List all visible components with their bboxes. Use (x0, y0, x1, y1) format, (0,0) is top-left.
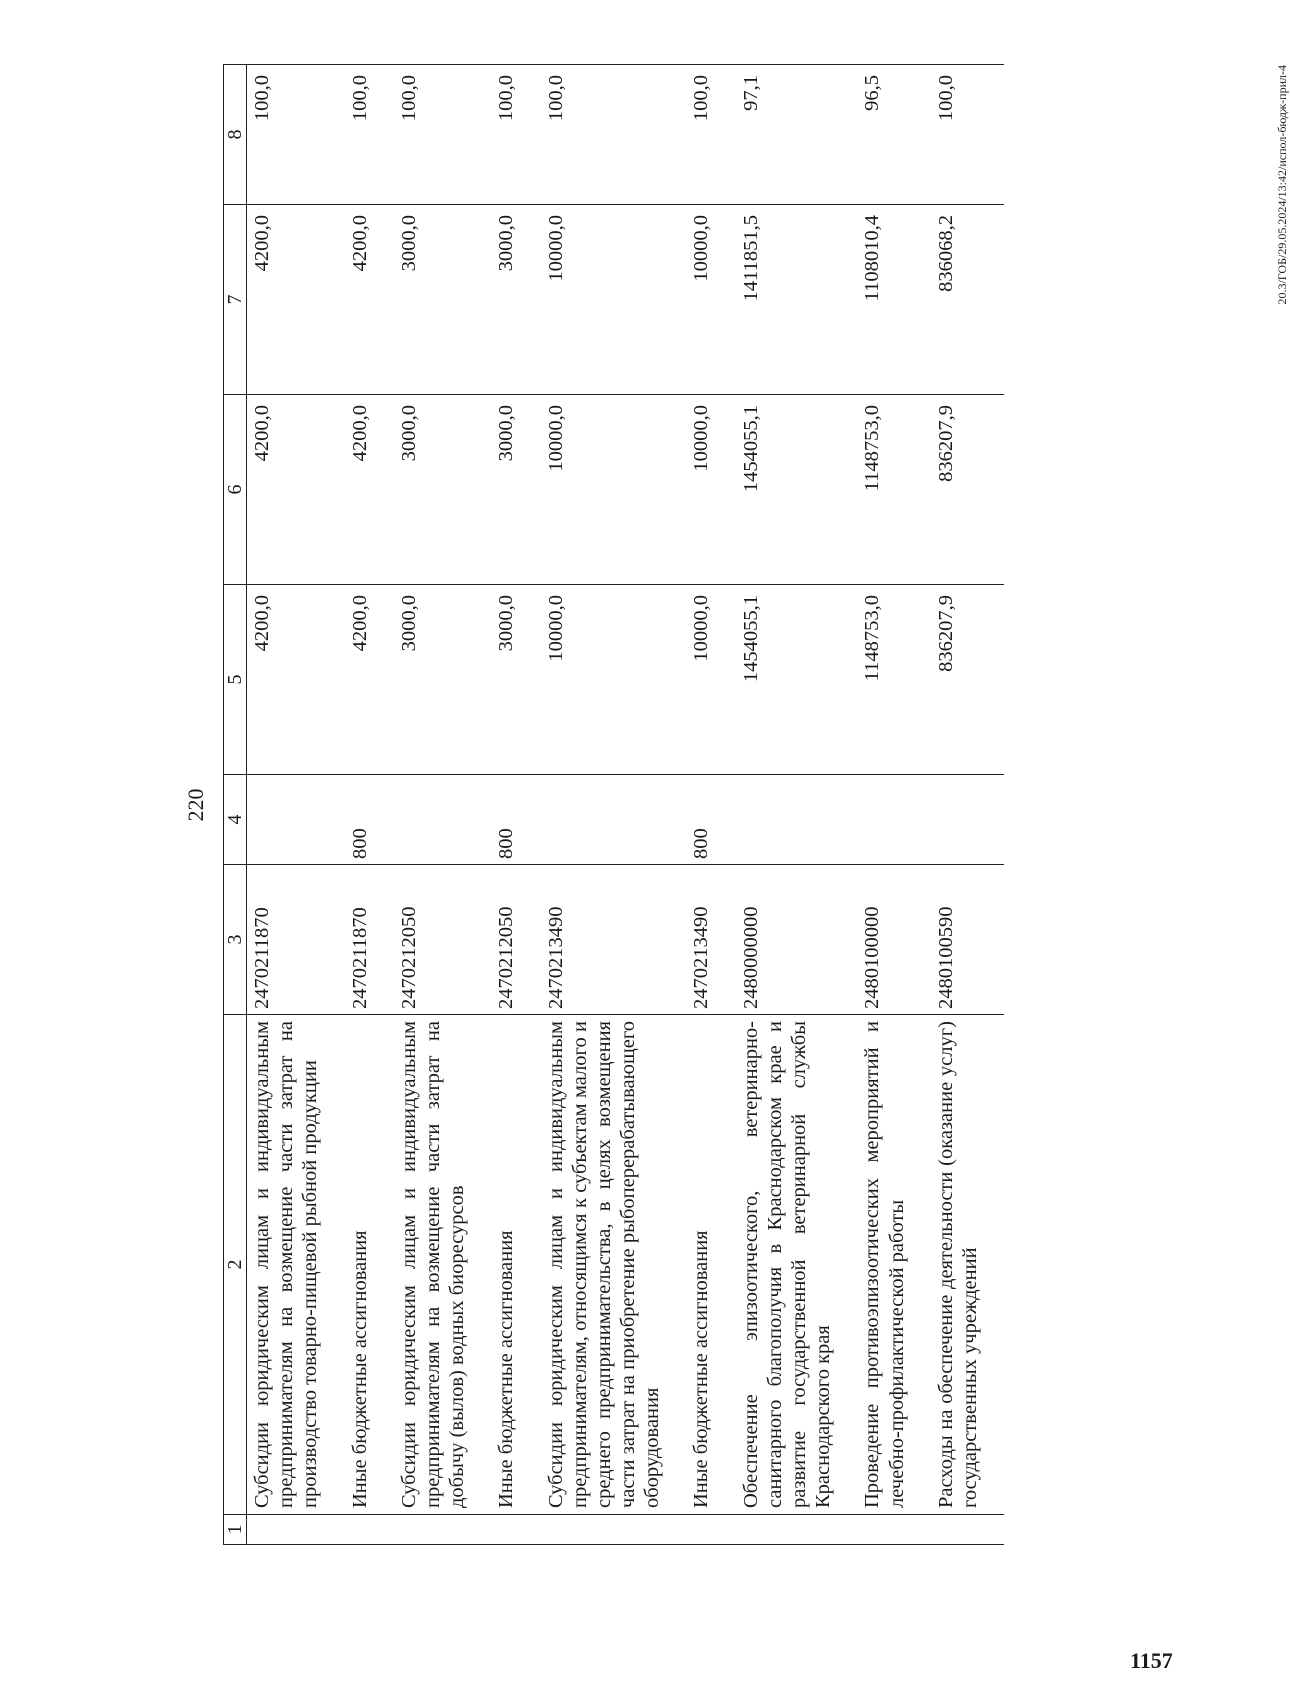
row-value-7: 10000,0 (686, 205, 735, 395)
row-type-cell: 800 (345, 775, 394, 865)
row-value-8: 96,5 (857, 65, 930, 205)
row-number-cell (491, 1515, 540, 1545)
row-type-cell (857, 775, 930, 865)
row-number-cell (541, 1515, 687, 1545)
row-type-cell (736, 775, 858, 865)
budget-table (223, 64, 1004, 1545)
row-value-5: 4200,0 (247, 585, 345, 775)
row-value-6: 4200,0 (247, 395, 345, 585)
row-value-5: 10000,0 (686, 585, 735, 775)
row-value-7: 4200,0 (247, 205, 345, 395)
row-type-cell (541, 775, 687, 865)
column-header: 3 (224, 865, 247, 1015)
table-header-row (224, 65, 247, 1545)
row-value-6: 3000,0 (394, 395, 492, 585)
row-number-cell (247, 1515, 345, 1545)
rotated-content (175, 65, 1289, 1545)
row-code-cell: 2470213490 (541, 865, 687, 1015)
row-number-cell (931, 1515, 1004, 1545)
table-row (857, 65, 930, 1545)
table-row (931, 65, 1004, 1545)
row-name-cell: Иные бюджетные ассигнования (491, 1015, 540, 1515)
row-value-5: 3000,0 (394, 585, 492, 775)
row-value-5: 1454055,1 (736, 585, 858, 775)
row-name-cell: Иные бюджетные ассигнования (345, 1015, 394, 1515)
row-name-cell: Иные бюджетные ассигнования (686, 1015, 735, 1515)
row-value-6: 10000,0 (686, 395, 735, 585)
row-number-cell (736, 1515, 858, 1545)
row-code-cell: 2470212050 (491, 865, 540, 1015)
row-value-5: 1148753,0 (857, 585, 930, 775)
row-value-7: 3000,0 (394, 205, 492, 395)
row-value-7: 1411851,5 (736, 205, 858, 395)
row-value-7: 1108010,4 (857, 205, 930, 395)
row-code-cell: 2470211870 (247, 865, 345, 1015)
row-type-cell (247, 775, 345, 865)
row-code-cell: 2470211870 (345, 865, 394, 1015)
row-value-8: 100,0 (491, 65, 540, 205)
row-number-cell (394, 1515, 492, 1545)
row-value-8: 100,0 (931, 65, 1004, 205)
row-value-5: 4200,0 (345, 585, 394, 775)
row-type-cell (931, 775, 1004, 865)
row-type-cell: 800 (686, 775, 735, 865)
row-type-cell: 800 (491, 775, 540, 865)
row-value-6: 10000,0 (541, 395, 687, 585)
row-value-6: 3000,0 (491, 395, 540, 585)
row-number-cell (686, 1515, 735, 1545)
column-header: 6 (224, 395, 247, 585)
row-type-cell (394, 775, 492, 865)
row-value-8: 100,0 (247, 65, 345, 205)
row-name-cell: Субсидии юридическим лицам и индивидуальным предпринимателям на возмещение части затрат на добычу (вылов) водных биоресурсов (394, 1015, 492, 1515)
table-row (491, 65, 540, 1545)
column-header: 4 (224, 775, 247, 865)
row-value-5: 836207,9 (931, 585, 1004, 775)
table-row (247, 65, 345, 1545)
row-code-cell: 2480100590 (931, 865, 1004, 1015)
row-name-cell: Расходы на обеспечение деятельности (оказание услуг) государственных учреждений (931, 1015, 1004, 1515)
row-name-cell: Субсидии юридическим лицам и индивидуальным предпринимателям на возмещение части затрат на производство товарно-пищевой рыбной продукции (247, 1015, 345, 1515)
column-header: 8 (224, 65, 247, 205)
row-code-cell: 2480000000 (736, 865, 858, 1015)
row-value-7: 836068,2 (931, 205, 1004, 395)
row-value-8: 100,0 (686, 65, 735, 205)
row-value-5: 3000,0 (491, 585, 540, 775)
table-row (345, 65, 394, 1545)
row-value-6: 1454055,1 (736, 395, 858, 585)
row-value-7: 3000,0 (491, 205, 540, 395)
column-header: 1 (224, 1515, 247, 1545)
column-header: 7 (224, 205, 247, 395)
row-value-8: 100,0 (394, 65, 492, 205)
table-row (736, 65, 858, 1545)
page-number: 220 (183, 788, 208, 822)
row-code-cell: 2470213490 (686, 865, 735, 1015)
row-value-7: 10000,0 (541, 205, 687, 395)
footer-code: 20.3/ГОБ/29.05.2024/13:42/испол-бюдж-прил-4 (1275, 65, 1289, 305)
row-code-cell: 2470212050 (394, 865, 492, 1015)
column-header: 5 (224, 585, 247, 775)
table-row (394, 65, 492, 1545)
sheet-number: 1157 (1130, 1648, 1173, 1673)
row-value-5: 10000,0 (541, 585, 687, 775)
row-name-cell: Проведение противоэпизоотических мероприятий и лечебно-профилактической работы (857, 1015, 930, 1515)
row-code-cell: 2480100000 (857, 865, 930, 1015)
table-row (541, 65, 687, 1545)
row-value-8: 97,1 (736, 65, 858, 205)
row-value-6: 836207,9 (931, 395, 1004, 585)
row-number-cell (345, 1515, 394, 1545)
row-value-7: 4200,0 (345, 205, 394, 395)
row-name-cell: Обеспечение эпизоотического, ветеринарно-санитарного благополучия в Краснодарском крае и развитие государственной ветеринарной службы Краснодарского края (736, 1015, 858, 1515)
row-value-8: 100,0 (345, 65, 394, 205)
table-row (686, 65, 735, 1545)
row-value-8: 100,0 (541, 65, 687, 205)
row-value-6: 1148753,0 (857, 395, 930, 585)
column-header: 2 (224, 1015, 247, 1515)
row-value-6: 4200,0 (345, 395, 394, 585)
row-number-cell (857, 1515, 930, 1545)
row-name-cell: Субсидии юридическим лицам и индивидуальным предпринимателям, относящимся к субъектам малого и среднего предпринимательства, в целях возмещения части затрат на приобретение рыбоперерабатывающего оборудования (541, 1015, 687, 1515)
